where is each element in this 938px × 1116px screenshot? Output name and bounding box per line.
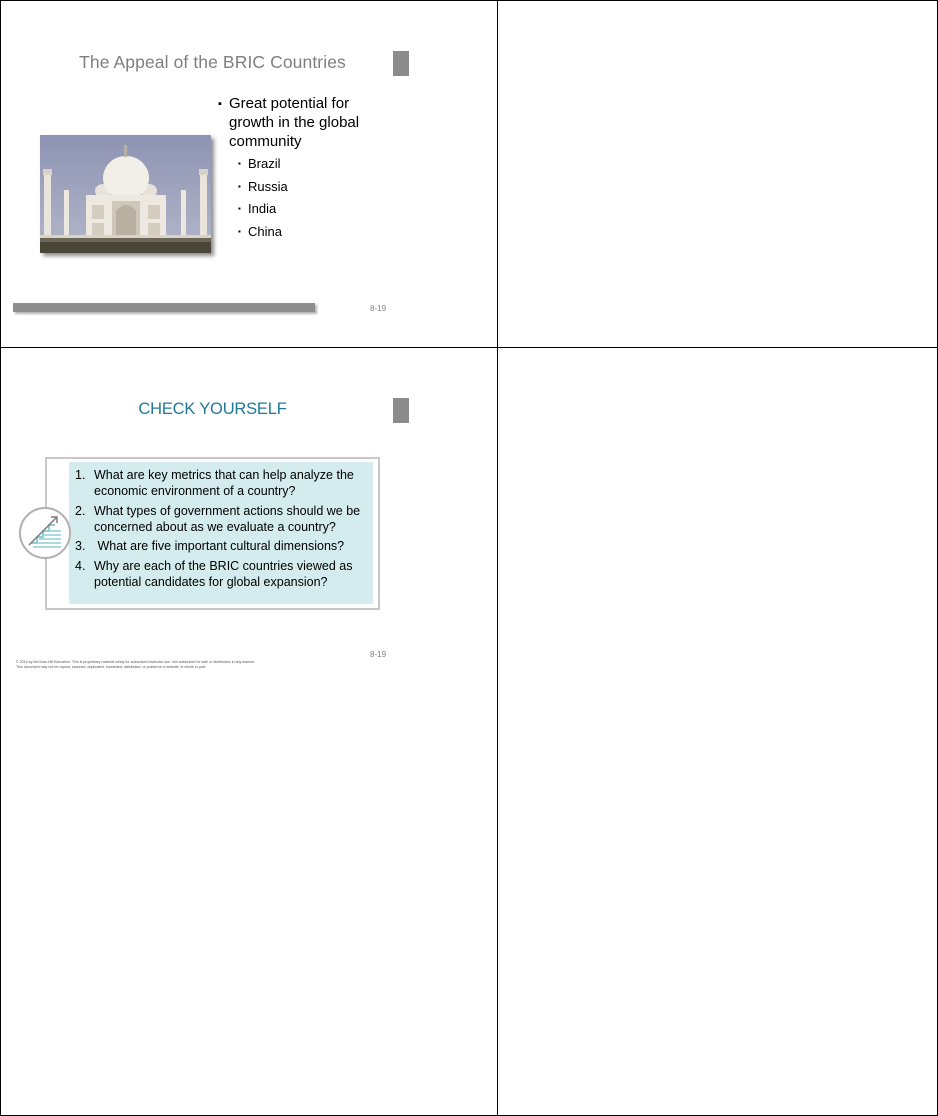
copyright-notice: © 2014 by McGraw-Hill Education. This is proprietary material solely for authorized instructor use. Not authorized for sale or distribution in any manner. This document may not be copied, scanned, duplicated, forwarded, distributed, or posted on a website, in whole or part. [16, 660, 256, 669]
slide-bric-appeal [0, 0, 497, 347]
slide-title: CHECK YOURSELF [138, 400, 287, 418]
question-frame [45, 457, 380, 610]
bullet-square-icon: ▪ [238, 181, 241, 191]
list-item: 1. What are key metrics that can help analyze the economic environment of a country? [75, 468, 354, 498]
slide-footer-bar [13, 303, 315, 312]
list-item: 3. What are five important cultural dimensions? [75, 539, 345, 553]
list-item: ▪ China [238, 223, 282, 239]
question-box [69, 462, 373, 604]
bullet-square-icon: ▪ [238, 159, 241, 168]
bullet-square-icon: ▪ [238, 204, 241, 213]
list-item: ▪ Russia [238, 178, 288, 194]
country-list [238, 155, 288, 245]
slide-corner-tab [393, 398, 409, 423]
slide-check-yourself [0, 348, 497, 688]
list-item: 4. Why are each of the BRIC countries viewed as potential candidates for global expansion? [75, 558, 353, 589]
list-item: 2. What types of government actions should we be concerned about as we evaluate a country? [75, 503, 361, 534]
taj-mahal-photo [40, 135, 211, 253]
question-list [69, 462, 373, 590]
stairs-growth-icon [19, 507, 71, 559]
page-number: 8-19 [370, 304, 387, 313]
slide-title: The Appeal of the BRIC Countries [79, 52, 346, 72]
column-divider [497, 0, 498, 1116]
bullet-square-icon: ▪ [218, 98, 222, 110]
list-item: ▪ India [238, 201, 277, 216]
main-bullet-text: Great potential for growth in the global community [229, 95, 360, 150]
page-number: 8-19 [370, 650, 387, 659]
list-item: ▪ Brazil [238, 156, 281, 171]
slide-corner-tab [393, 51, 409, 76]
main-bullet [218, 94, 378, 151]
bullet-square-icon: ▪ [238, 226, 241, 236]
